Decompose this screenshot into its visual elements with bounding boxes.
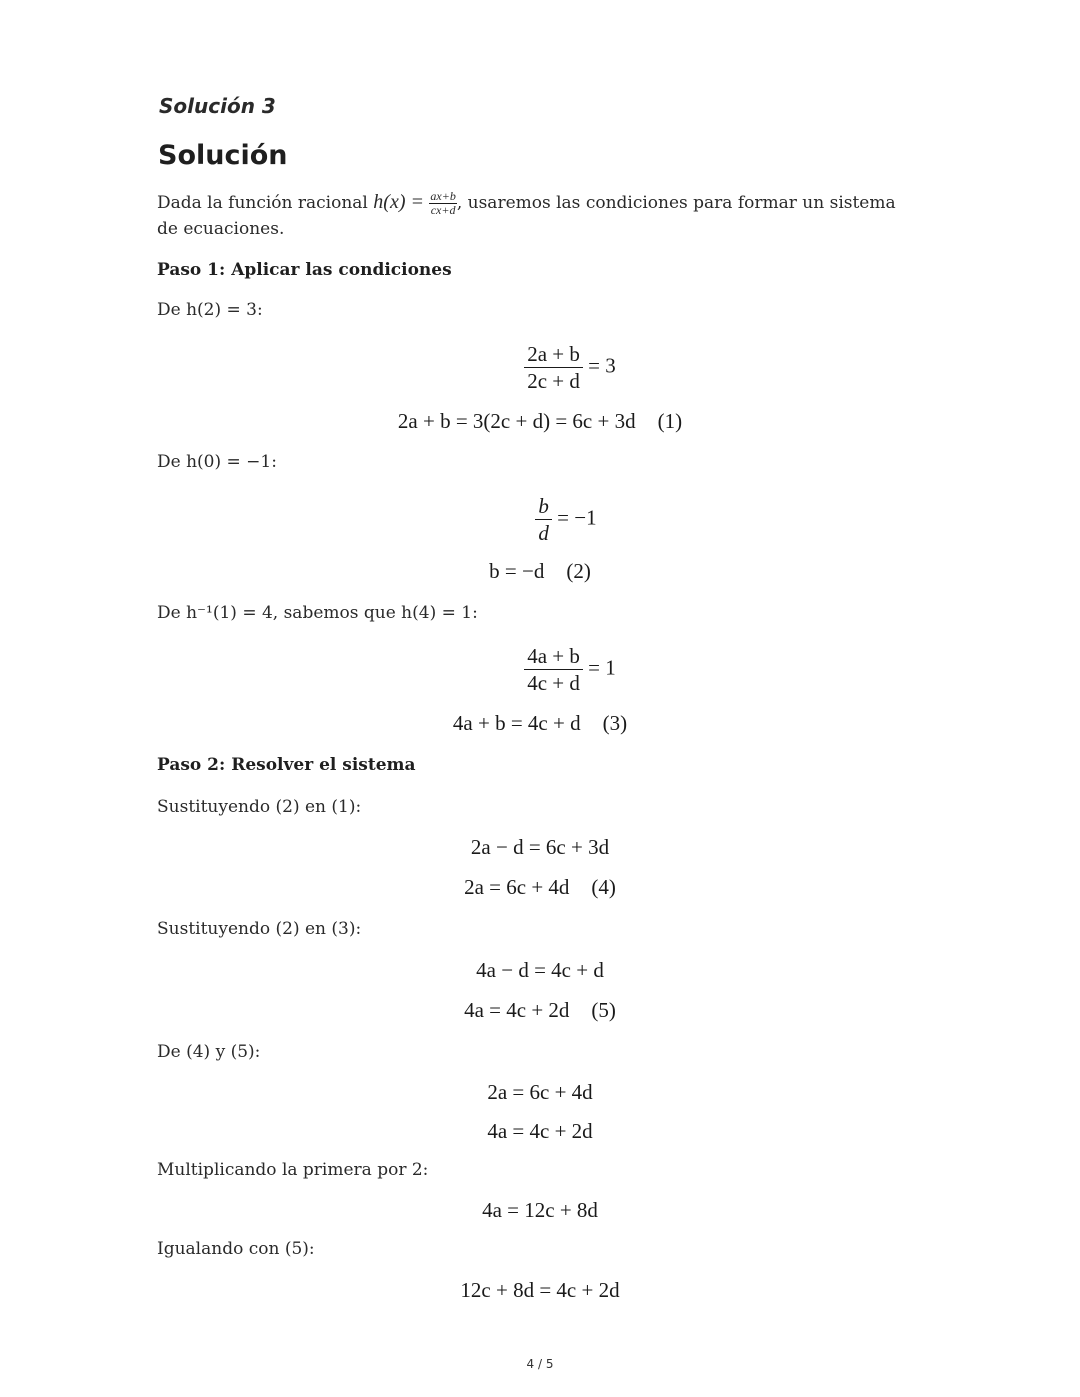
equation-3	[0, 711, 1080, 736]
step2-heading: Paso 2: Resolver el sistema	[157, 755, 416, 775]
cond2-label: De h(0) = −1:	[157, 452, 277, 472]
equation-3-body: 4a + b = 4c + d	[452, 711, 581, 735]
equation-3-tag: (3)	[602, 711, 628, 735]
equation-1-tag: (1)	[657, 409, 683, 433]
sub4-label: Multiplicando la primera por 2:	[157, 1160, 429, 1180]
cond1-fraction	[524, 341, 583, 395]
intro-function-lhs: h(x) =	[373, 191, 424, 214]
intro-function-denominator: cx+d	[430, 203, 456, 218]
intro-text-before: Dada la función racional	[157, 193, 368, 214]
cond3-label: De h⁻¹(1) = 4, sabemos que h(4) = 1:	[157, 603, 478, 623]
sub2-eq1: 4a − d = 4c + d	[476, 958, 604, 982]
equation-2-tag: (2)	[566, 559, 591, 583]
equation-4-body: 2a = 6c + 4d	[464, 875, 570, 899]
intro-line-1	[157, 190, 896, 217]
sub1-label: Sustituyendo (2) en (1):	[157, 797, 362, 817]
equation-5-body: 4a = 4c + 2d	[464, 998, 570, 1022]
sub5-eq1: 12c + 8d = 4c + 2d	[460, 1278, 620, 1302]
intro-line-2: de ecuaciones.	[157, 219, 285, 239]
section-kicker: Solución 3	[159, 94, 276, 118]
equation-1	[0, 409, 1080, 434]
equation-1-body: 2a + b = 3(2c + d) = 6c + 3d	[397, 409, 636, 433]
cond1-numerator: 2a + b	[524, 341, 583, 368]
equation-4-tag: (4)	[591, 875, 616, 899]
cond2-fraction-equation	[0, 493, 1080, 547]
cond3-denominator: 4c + d	[527, 671, 580, 696]
intro-function-numerator: ax+b	[430, 189, 456, 203]
intro-function-fraction	[429, 190, 456, 217]
equation-5	[0, 998, 1080, 1023]
equation-2-body: b = −d	[489, 559, 545, 583]
equation-5-tag: (5)	[591, 998, 616, 1022]
step1-heading: Paso 1: Aplicar las condiciones	[157, 260, 452, 280]
sub2-label: Sustituyendo (2) en (3):	[157, 919, 362, 939]
cond3-fraction	[524, 643, 583, 697]
cond1-fraction-equation	[0, 341, 1080, 395]
cond1-denominator: 2c + d	[527, 369, 580, 394]
sub4-eq1: 4a = 12c + 8d	[482, 1198, 598, 1222]
sub3-eq2: 4a = 4c + 2d	[487, 1119, 593, 1143]
equation-4	[0, 875, 1080, 900]
cond2-fraction-rhs: = −1	[557, 505, 597, 530]
equation-2	[0, 559, 1080, 584]
cond2-numerator: b	[535, 493, 552, 520]
intro-text-after: , usaremos las condiciones para formar un sistema	[456, 193, 896, 214]
cond3-fraction-equation	[0, 643, 1080, 697]
cond1-label: De h(2) = 3:	[157, 300, 263, 320]
cond2-denominator: d	[538, 521, 549, 546]
cond3-numerator: 4a + b	[524, 643, 583, 670]
page-title: Solución	[158, 140, 288, 171]
page-number: 4 / 5	[526, 1357, 554, 1371]
sub5-label: Igualando con (5):	[157, 1239, 315, 1259]
cond3-fraction-rhs: = 1	[588, 655, 616, 680]
sub3-label: De (4) y (5):	[157, 1042, 261, 1062]
sub1-eq1: 2a − d = 6c + 3d	[470, 835, 610, 859]
cond1-fraction-rhs: = 3	[588, 353, 616, 378]
cond2-fraction	[535, 493, 552, 547]
sub3-eq1: 2a = 6c + 4d	[487, 1080, 593, 1104]
